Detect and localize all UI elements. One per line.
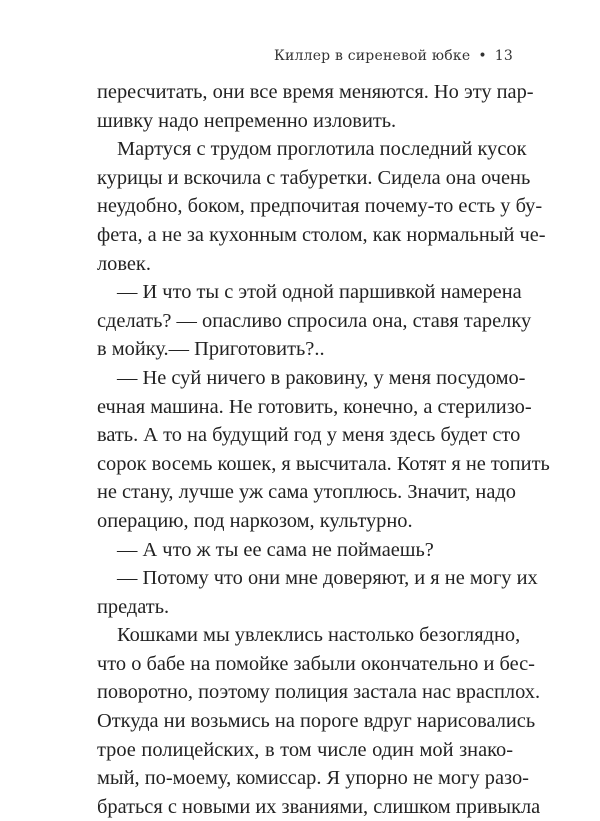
text-line: — Не суй ничего в раковину, у меня посудомо- <box>117 366 526 389</box>
page-number: 13 <box>494 48 513 64</box>
text-line: шивку надо непременно изловить. <box>97 109 397 132</box>
text-line: пересчитать, они все время меняются. Но эту пар- <box>97 81 534 103</box>
book-title: Киллер в сиреневой юбке <box>273 48 471 64</box>
text-line: сорок восемь кошек, я высчитала. Котят я не топить <box>97 452 550 475</box>
text-line: ловек. <box>97 252 151 275</box>
text-line: Откуда ни возьмись на пороге вдруг нарисовались <box>97 710 536 733</box>
text-line: трое полицейских, в том числе один мой знако- <box>97 738 513 761</box>
text-line: вать. А то на будущий год у меня здесь будет сто <box>97 424 521 447</box>
header-separator: • <box>478 48 487 64</box>
text-line: предать. <box>97 595 170 618</box>
text-line: поворотно, поэтому полиция застала нас врасплох. <box>97 681 541 704</box>
text-line: в мойку.— Приготовить?.. <box>97 338 325 361</box>
text-line: операцию, под наркозом, культурно. <box>97 509 413 532</box>
text-line: сделать? — опасливо спросила она, ставя тарелку <box>97 309 532 332</box>
text-line: неудобно, боком, предпочитая почему-то есть у бу- <box>97 195 543 218</box>
running-header <box>97 48 513 64</box>
body-text <box>97 78 550 821</box>
text-line: Мартуся с трудом проглотила последний кусок <box>117 138 527 161</box>
text-line: — Потому что они мне доверяют, и я не могу их <box>117 567 538 590</box>
text-line: мый, по-моему, комиссар. Я упорно не могу разо- <box>97 767 529 790</box>
text-line: курицы и вскочила с табуретки. Сидела она очень <box>97 166 531 189</box>
text-line: браться с новыми их званиями, слишком привыкла <box>97 795 541 818</box>
text-line: Кошками мы увлеклись настолько безоглядно, <box>117 624 521 647</box>
text-line: что о бабе на помойке забыли окончательно и бес- <box>97 652 535 675</box>
text-line: фета, а не за кухонным столом, как нормальный че- <box>97 223 546 246</box>
text-line: не стану, лучше уж сама утоплюсь. Значит, надо <box>97 481 516 504</box>
text-line: — И что ты с этой одной паршивкой намерена <box>117 281 522 304</box>
text-line: ечная машина. Не готовить, конечно, а стерилизо- <box>97 395 532 418</box>
text-line: — А что ж ты ее сама не поймаешь? <box>117 538 434 561</box>
